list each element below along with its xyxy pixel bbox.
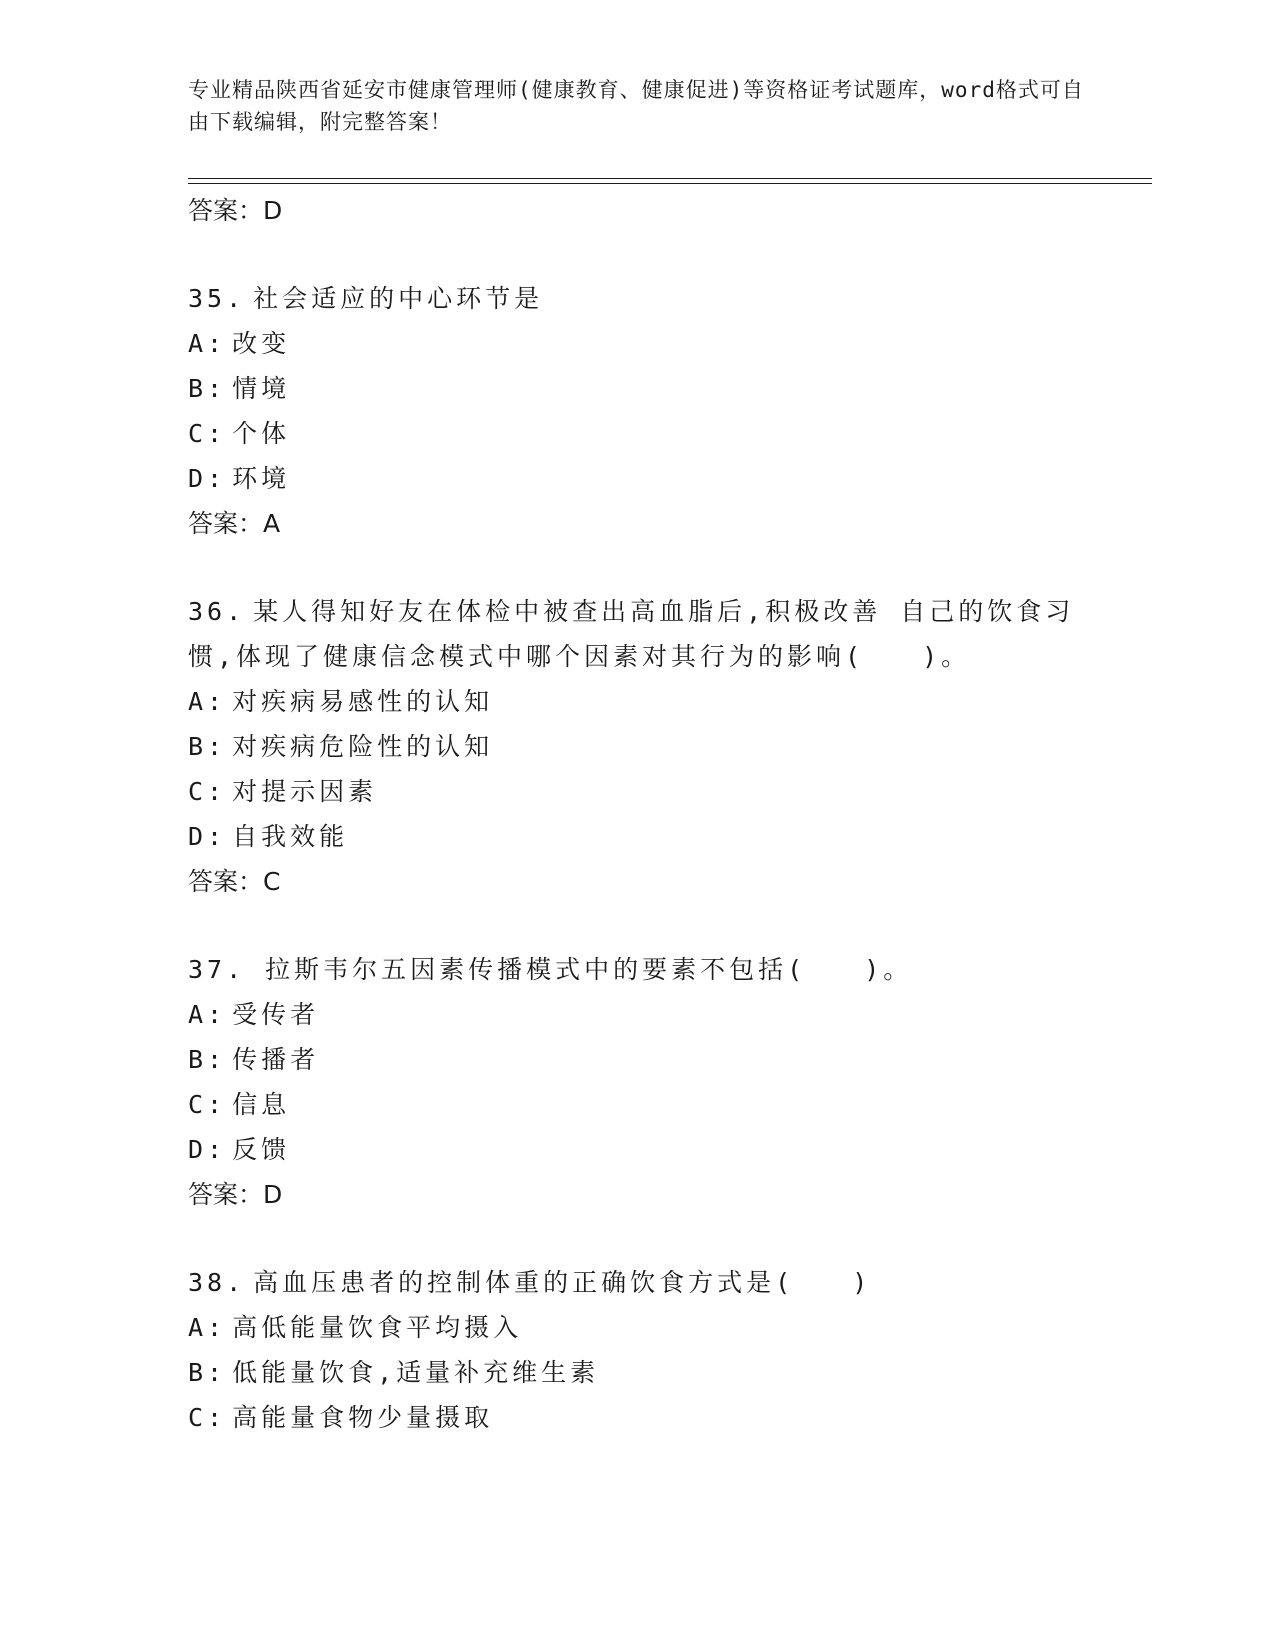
option-c <box>188 769 1088 814</box>
option-d <box>188 1127 1088 1172</box>
option-b <box>188 1350 1088 1395</box>
option-key: A: <box>188 329 227 358</box>
option-text: 改变 <box>232 329 291 358</box>
option-key: B: <box>188 374 227 403</box>
question-number: 37. <box>188 955 246 984</box>
option-text: 对疾病易感性的认知 <box>232 687 494 716</box>
option-a <box>188 321 1088 366</box>
option-key: B: <box>188 732 227 761</box>
option-text: 自我效能 <box>232 822 349 851</box>
header-rule-bottom <box>188 183 1152 184</box>
option-key: B: <box>188 1358 227 1387</box>
option-text: 高能量食物少量摄取 <box>232 1403 494 1432</box>
answer-line: 答案：D <box>188 1180 283 1209</box>
option-text: 低能量饮食,适量补充维生素 <box>232 1358 600 1387</box>
option-a <box>188 679 1088 724</box>
option-a <box>188 992 1088 1037</box>
option-key: A: <box>188 1000 227 1029</box>
question-37 <box>188 947 1088 992</box>
option-text: 反馈 <box>232 1135 291 1164</box>
option-text: 传播者 <box>232 1045 320 1074</box>
option-text: 高低能量饮食平均摄入 <box>232 1313 523 1342</box>
option-d <box>188 814 1088 859</box>
option-text: 信息 <box>232 1090 291 1119</box>
answer-line: 答案：A <box>188 509 281 538</box>
option-key: C: <box>188 1090 227 1119</box>
page-header: 专业精品陕西省延安市健康管理师(健康教育、健康促进)等资格证考试题库，word格式可自由下载编辑，附完整答案！ <box>188 78 1084 134</box>
question-list <box>188 188 1088 1440</box>
option-c <box>188 411 1088 456</box>
option-c <box>188 1395 1088 1440</box>
question-text: 拉斯韦尔五因素传播模式中的要素不包括( )。 <box>265 955 913 984</box>
option-key: C: <box>188 419 227 448</box>
option-text: 环境 <box>232 464 291 493</box>
option-c <box>188 1082 1088 1127</box>
question-text: 某人得知好友在体检中被查出高血脂后,积极改善 自己的饮食习惯,体现了健康信念模式中哪个因素对其行为的影响( )。 <box>188 597 1075 671</box>
option-d <box>188 456 1088 501</box>
option-text: 情境 <box>232 374 291 403</box>
option-key: B: <box>188 1045 227 1074</box>
question-35 <box>188 276 1088 321</box>
question-text: 社会适应的中心环节是 <box>253 284 544 313</box>
option-key: D: <box>188 822 227 851</box>
option-text: 对疾病危险性的认知 <box>232 732 494 761</box>
question-number: 35. <box>188 284 246 313</box>
option-key: A: <box>188 687 227 716</box>
option-a <box>188 1305 1088 1350</box>
question-38 <box>188 1260 1088 1305</box>
option-key: D: <box>188 1135 227 1164</box>
option-key: A: <box>188 1313 227 1342</box>
question-text: 高血压患者的控制体重的正确饮食方式是( ) <box>253 1268 872 1297</box>
option-key: D: <box>188 464 227 493</box>
answer-line: 答案：D <box>188 196 283 225</box>
header-rule-top <box>188 178 1152 179</box>
option-text: 受传者 <box>232 1000 320 1029</box>
question-36 <box>188 589 1088 679</box>
question-number: 38. <box>188 1268 246 1297</box>
option-text: 个体 <box>232 419 291 448</box>
question-number: 36. <box>188 597 246 626</box>
option-b <box>188 1037 1088 1082</box>
option-text: 对提示因素 <box>232 777 378 806</box>
option-key: C: <box>188 1403 227 1432</box>
option-b <box>188 724 1088 769</box>
option-b <box>188 366 1088 411</box>
option-key: C: <box>188 777 227 806</box>
answer-line: 答案：C <box>188 867 281 896</box>
